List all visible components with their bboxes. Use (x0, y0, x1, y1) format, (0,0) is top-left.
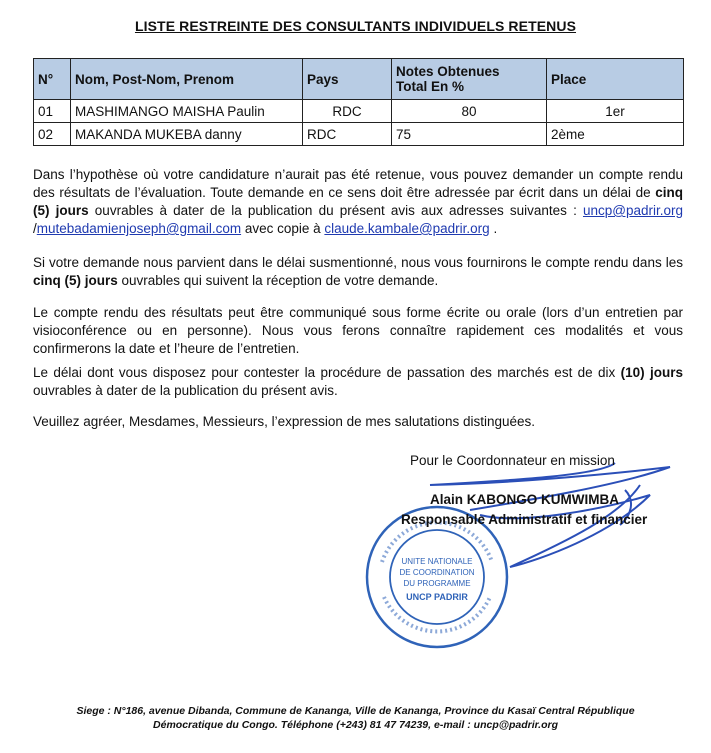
signatory-role: Responsable Administratif et financier (401, 512, 648, 527)
footer-address (20, 704, 691, 732)
cell-no: 02 (34, 123, 71, 146)
email-link-kambale[interactable]: claude.kambale@padrir.org (324, 221, 490, 236)
header-notes (392, 59, 547, 100)
paragraph-contest: Le délai dont vous disposez pour contester la procédure de passation des marchés est de dix (10) jours ouvrables à dater de la publication du présent avis. (33, 365, 684, 398)
signatory-name: Alain KABONGO KUMWIMBA (430, 492, 619, 507)
stamp-line3: DU PROGRAMME (403, 579, 471, 588)
table-row (34, 100, 684, 123)
paragraph-closing: Veuillez agréer, Mesdames, Messieurs, l’expression de mes salutations distinguées. (33, 414, 535, 429)
cell-name: MASHIMANGO MAISHA Paulin (71, 100, 303, 123)
cell-pays: RDC (303, 123, 392, 146)
stamp-line4: UNCP PADRIR (406, 592, 468, 602)
footer-line1: Siege : N°186, avenue Dibanda, Commune de Kananga, Ville de Kananga, Province du Kasaï Central République (76, 705, 635, 717)
header-pays: Pays (303, 59, 392, 100)
cell-notes: 80 (392, 100, 547, 123)
email-link-muteba[interactable]: mutebadamienjoseph@gmail.com (36, 221, 242, 236)
header-no: N° (34, 59, 71, 100)
paragraph-report: Le compte rendu des résultats peut être communiqué sous forme écrite ou orale (lors d’un entretien par visioconférence ou en personne). Nous vous ferons connaître rapidement ces modalités et vous confirmerons la date et l’heure de l’entretien. (33, 305, 683, 356)
header-name: Nom, Post-Nom, Prenom (71, 59, 303, 100)
cell-name: MAKANDA MUKEBA danny (71, 123, 303, 146)
paragraph-request: Dans l’hypothèse où votre candidature n’aurait pas été retenue, vous pouvez demander un compte rendu des résultats de l’évaluation. Toute demande en ce sens doit être adressée par écrit dans un délai de cinq (5) jours ouvrables à dater de la publication du présent avis aux adresses suivantes : uncp@padrir.org /mutebadamienjoseph@gmail.com avec copie à claude.kambale@padrir.org . (33, 167, 683, 236)
bold-deadline: cinq (5) jours (33, 273, 118, 288)
cell-place: 1er (547, 100, 684, 123)
bold-deadline: cinq (5) jours (33, 185, 683, 218)
stamp-line1: UNITE NATIONALE (401, 557, 473, 566)
consultants-table (33, 58, 684, 146)
cell-no: 01 (34, 100, 71, 123)
stamp-line2: DE COORDINATION (399, 568, 475, 577)
table-header-row (34, 59, 684, 100)
signature-on-behalf: Pour le Coordonnateur en mission (410, 453, 615, 468)
email-link-uncp[interactable]: uncp@padrir.org (582, 203, 683, 218)
paragraph-response: Si votre demande nous parvient dans le délai susmentionné, nous vous fournirons le compte rendu dans les cinq (5) jours ouvrables qui suivent la réception de votre demande. (33, 255, 683, 288)
cell-place: 2ème (547, 123, 684, 146)
cell-pays: RDC (303, 100, 392, 123)
footer-line2: Démocratique du Congo. Téléphone (+243) 81 47 74239, e-mail : uncp@padrir.org (153, 719, 558, 731)
header-place: Place (547, 59, 684, 100)
table-row (34, 123, 684, 146)
bold-deadline: (10) jours (620, 365, 684, 380)
cell-notes: 75 (392, 123, 547, 146)
header-notes-line1: Notes Obtenues (396, 64, 500, 79)
header-notes-line2: Total En % (396, 79, 465, 94)
document-title: LISTE RESTREINTE DES CONSULTANTS INDIVIDUELS RETENUS (134, 18, 577, 34)
